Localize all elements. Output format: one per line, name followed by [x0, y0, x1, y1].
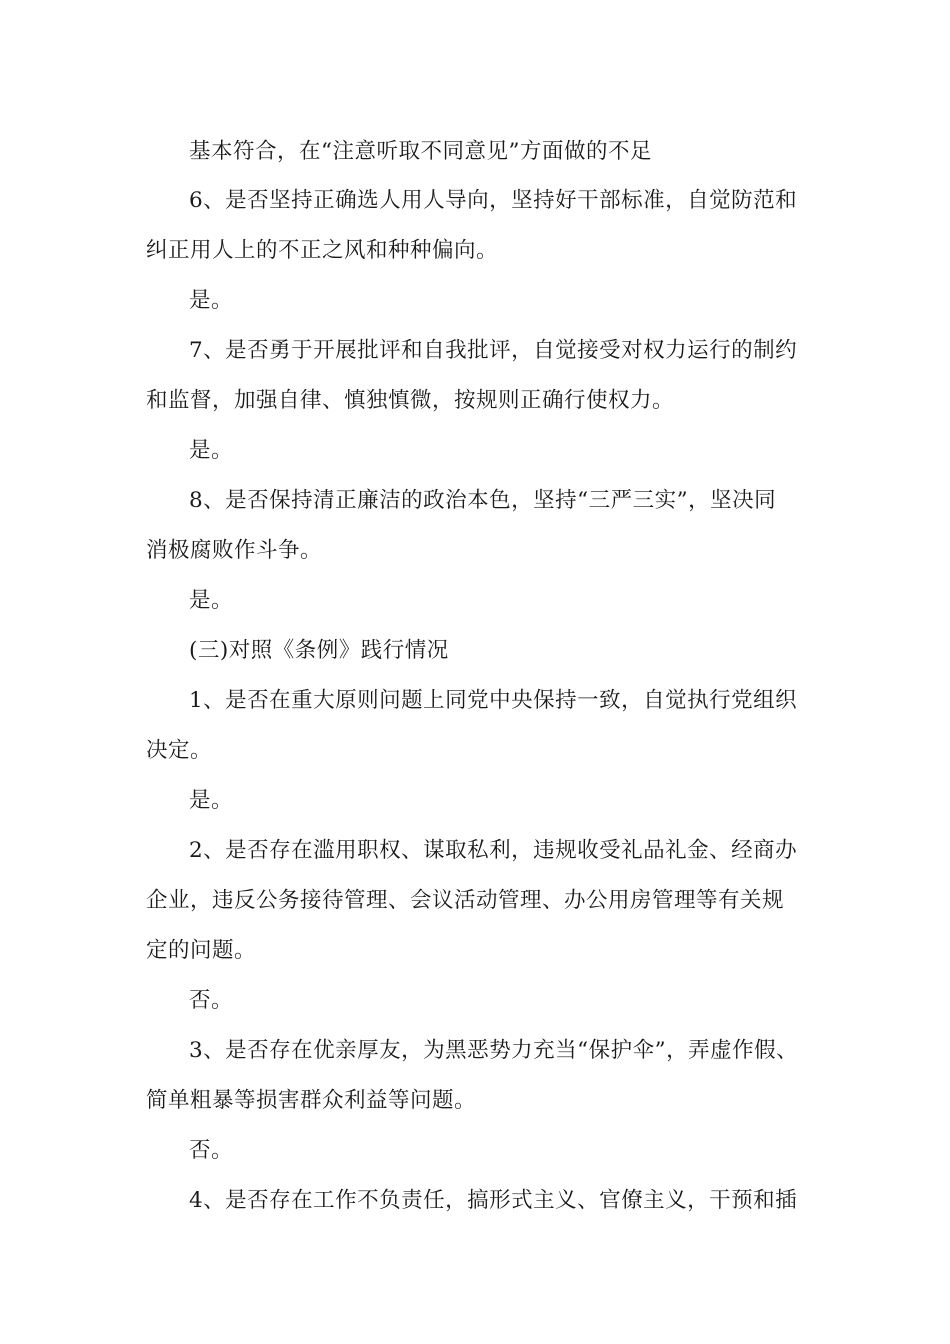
paragraph-line: 3、是否存在优亲厚友，为黑恶势力充当“保护伞”，弄虚作假、 — [189, 1038, 799, 1063]
paragraph-line: 消极腐败作斗争。 — [146, 538, 323, 563]
paragraph-line: 2、是否存在滥用职权、谋取私利，违规收受礼品礼金、经商办 — [189, 838, 798, 863]
paragraph-line: 7、是否勇于开展批评和自我批评，自觉接受对权力运行的制约 — [189, 338, 798, 363]
paragraph-line: 和监督，加强自律、慎独慎微，按规则正确行使权力。 — [146, 388, 675, 413]
paragraph-line: 定的问题。 — [146, 938, 257, 963]
paragraph-line: 1、是否在重大原则问题上同党中央保持一致，自觉执行党组织 — [189, 688, 798, 713]
paragraph-line: 6、是否坚持正确选人用人导向，坚持好干部标准，自觉防范和 — [189, 188, 798, 213]
paragraph-line: 8、是否保持清正廉洁的政治本色，坚持“三严三实”，坚决同 — [189, 488, 777, 513]
paragraph-line: 纠正用人上的不正之风和种种偏向。 — [146, 238, 499, 263]
paragraph-line: 是。 — [189, 288, 234, 313]
paragraph-line: 企业，违反公务接待管理、会议活动管理、办公用房管理等有关规 — [146, 888, 785, 913]
paragraph-line: 否。 — [189, 988, 234, 1013]
paragraph-line: 否。 — [189, 1138, 234, 1163]
paragraph-line: 决定。 — [146, 738, 213, 763]
paragraph-line: 是。 — [189, 588, 234, 613]
section-heading: (三)对照《条例》践行情况 — [189, 638, 449, 663]
paragraph-line: 4、是否存在工作不负责任，搞形式主义、官僚主义，干预和插 — [189, 1188, 798, 1213]
paragraph-line: 是。 — [189, 438, 234, 463]
paragraph-line: 基本符合，在“注意听取不同意见”方面做的不足 — [189, 139, 652, 164]
paragraph-line: 简单粗暴等损害群众利益等问题。 — [146, 1088, 477, 1113]
paragraph-line: 是。 — [189, 788, 234, 813]
